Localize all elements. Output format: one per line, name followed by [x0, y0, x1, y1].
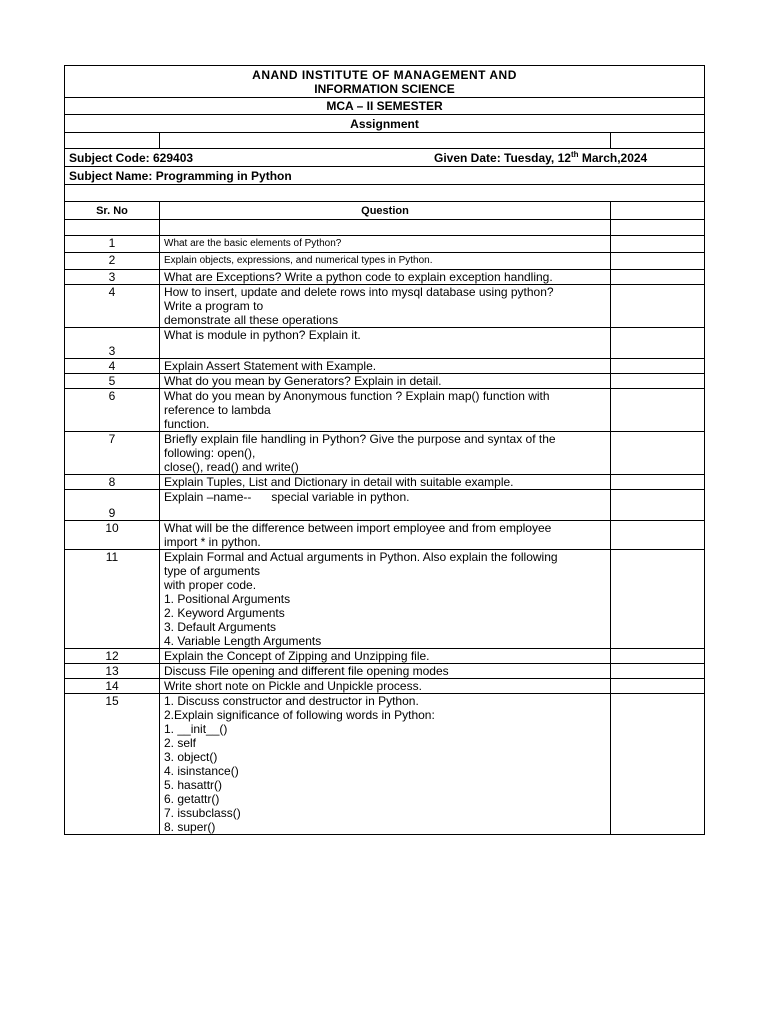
question-text-line: with proper code.	[164, 578, 257, 592]
remarks-cell	[611, 679, 705, 694]
remarks-cell	[611, 649, 705, 664]
remarks-cell	[611, 432, 705, 475]
sr-no-cell: 13	[65, 664, 160, 679]
question-text-line: 2.Explain significance of following words in Python:	[164, 708, 435, 722]
sr-no-cell: 4	[65, 285, 160, 328]
subject-code: Subject Code: 629403	[69, 150, 194, 165]
sr-no-cell: 9	[65, 490, 160, 521]
remarks-cell	[611, 328, 705, 359]
question-text-line: Briefly explain file handling in Python? Give the purpose and syntax of the	[164, 432, 556, 446]
question-cell	[160, 374, 611, 389]
question-row	[65, 694, 705, 835]
question-text-line: 3. Default Arguments	[164, 620, 277, 634]
question-text-line: close(), read() and write()	[164, 460, 299, 474]
question-cell	[160, 550, 611, 649]
remarks-cell	[611, 236, 705, 253]
question-text-line: 5. hasattr()	[164, 778, 223, 792]
question-row	[65, 236, 705, 253]
question-text-line: reference to lambda	[164, 403, 271, 417]
question-row	[65, 550, 705, 649]
remarks-cell	[611, 521, 705, 550]
remarks-cell	[611, 475, 705, 490]
question-row	[65, 328, 705, 359]
col-question-header: Question	[361, 204, 409, 217]
question-text-line: What do you mean by Anonymous function ? Explain map() function with	[164, 389, 550, 403]
question-row	[65, 521, 705, 550]
sr-no-cell: 3	[65, 328, 160, 359]
question-cell	[160, 285, 611, 328]
question-text-line: import * in python.	[164, 535, 261, 549]
question-text-line: 3. object()	[164, 750, 218, 764]
question-row	[65, 389, 705, 432]
subject-code-row	[65, 149, 705, 167]
question-row	[65, 475, 705, 490]
given-date: Given Date: Tuesday, 12th March,2024	[434, 149, 648, 165]
remarks-cell	[611, 664, 705, 679]
question-cell	[160, 253, 611, 270]
question-cell	[160, 679, 611, 694]
question-text-line: What is module in python? Explain it.	[164, 328, 361, 342]
sr-no-cell: 1	[65, 236, 160, 253]
remarks-cell	[611, 694, 705, 835]
institute-row	[65, 66, 705, 98]
question-text-line: Explain Formal and Actual arguments in Python. Also explain the following	[164, 550, 558, 564]
question-cell	[160, 389, 611, 432]
blank-row	[65, 185, 705, 202]
remarks-cell	[611, 270, 705, 285]
question-row	[65, 374, 705, 389]
institute-name-line2: INFORMATION SCIENCE	[314, 82, 455, 96]
question-cell	[160, 270, 611, 285]
question-text-line: 2. self	[164, 736, 197, 750]
sr-no-cell: 5	[65, 374, 160, 389]
question-row	[65, 649, 705, 664]
sr-no-cell: 4	[65, 359, 160, 374]
doc-type-label: Assignment	[350, 116, 419, 131]
question-row	[65, 270, 705, 285]
question-cell	[160, 694, 611, 835]
question-cell	[160, 328, 611, 359]
sr-no-cell: 6	[65, 389, 160, 432]
question-text-line: Explain the Concept of Zipping and Unzipping file.	[164, 649, 430, 663]
question-cell	[160, 236, 611, 253]
question-row	[65, 490, 705, 521]
institute-name-line1: ANAND INSTITUTE OF MANAGEMENT AND	[252, 68, 517, 82]
question-row	[65, 359, 705, 374]
column-header-row	[65, 202, 705, 220]
question-text-line: 7. issubclass()	[164, 806, 241, 820]
sr-no-cell: 10	[65, 521, 160, 550]
question-cell	[160, 490, 611, 521]
semester-row	[65, 98, 705, 115]
question-text-line: Explain Assert Statement with Example.	[164, 359, 377, 373]
question-text-line: 8. super()	[164, 820, 216, 834]
sr-no-cell: 12	[65, 649, 160, 664]
question-cell	[160, 664, 611, 679]
question-cell	[160, 521, 611, 550]
question-text-line: function.	[164, 417, 210, 431]
assignment-sheet	[64, 65, 704, 835]
question-row	[65, 253, 705, 270]
question-text-line: 4. Variable Length Arguments	[164, 634, 322, 648]
col-srno-header: Sr. No	[96, 204, 128, 217]
sr-no-cell: 7	[65, 432, 160, 475]
subject-name: Subject Name: Programming in Python	[69, 168, 292, 183]
question-cell	[160, 432, 611, 475]
remarks-cell	[611, 389, 705, 432]
question-text-line: following: open(),	[164, 446, 256, 460]
sr-no-cell: 15	[65, 694, 160, 835]
question-text-line: Explain Tuples, List and Dictionary in detail with suitable example.	[164, 475, 514, 489]
sr-no-cell: 8	[65, 475, 160, 490]
sr-no-cell: 14	[65, 679, 160, 694]
question-text-line: What will be the difference between import employee and from employee	[164, 521, 552, 535]
remarks-cell	[611, 253, 705, 270]
question-text-line: Discuss File opening and different file opening modes	[164, 664, 449, 678]
question-text-line: type of arguments	[164, 564, 261, 578]
remarks-cell	[611, 490, 705, 521]
question-row	[65, 285, 705, 328]
blank-row	[65, 220, 705, 236]
sr-no-cell: 11	[65, 550, 160, 649]
question-cell	[160, 475, 611, 490]
sr-no-cell: 3	[65, 270, 160, 285]
question-row	[65, 664, 705, 679]
remarks-cell	[611, 285, 705, 328]
question-text-line: 1. __init__()	[164, 722, 228, 736]
question-text-line: demonstrate all these operations	[164, 313, 339, 327]
question-text-line: Explain –name-- special variable in python.	[164, 490, 410, 504]
assignment-table	[64, 65, 705, 835]
remarks-cell	[611, 550, 705, 649]
question-cell	[160, 359, 611, 374]
question-text-line: 1. Discuss constructor and destructor in Python.	[164, 694, 419, 708]
subject-name-row	[65, 167, 705, 185]
remarks-cell	[611, 374, 705, 389]
question-text-line: Write a program to	[164, 299, 264, 313]
blank-row	[65, 133, 705, 149]
question-text-line: What are the basic elements of Python?	[164, 238, 342, 249]
doc-type-row	[65, 115, 705, 133]
question-text-line: What are Exceptions? Write a python code to explain exception handling.	[164, 270, 553, 284]
question-row	[65, 432, 705, 475]
question-text-line: Explain objects, expressions, and numerical types in Python.	[164, 255, 433, 266]
question-text-line: 4. isinstance()	[164, 764, 239, 778]
question-text-line: 2. Keyword Arguments	[164, 606, 285, 620]
question-row	[65, 679, 705, 694]
question-text-line: 1. Positional Arguments	[164, 592, 291, 606]
sr-no-cell: 2	[65, 253, 160, 270]
question-text-line: 6. getattr()	[164, 792, 220, 806]
question-text-line: How to insert, update and delete rows into mysql database using python?	[164, 285, 554, 299]
question-cell	[160, 649, 611, 664]
question-text-line: Write short note on Pickle and Unpickle process.	[164, 679, 422, 693]
remarks-cell	[611, 359, 705, 374]
question-text-line: What do you mean by Generators? Explain in detail.	[164, 374, 442, 388]
semester-label: MCA – II SEMESTER	[326, 99, 443, 113]
